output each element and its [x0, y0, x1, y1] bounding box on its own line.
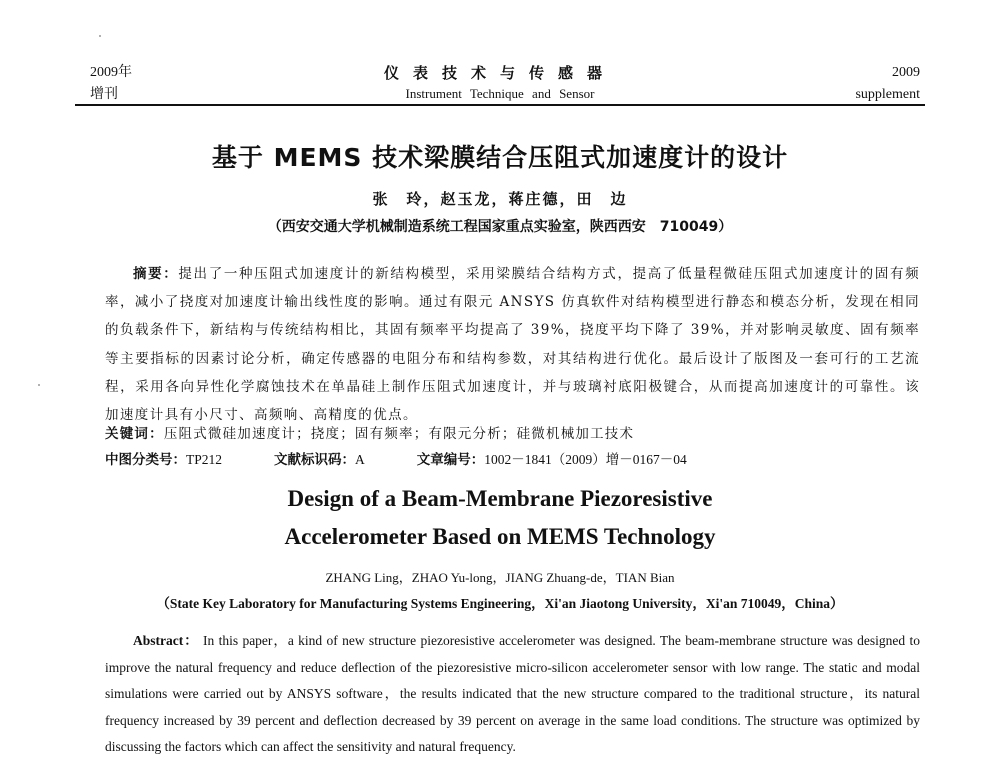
- header-right: [855, 62, 920, 106]
- authors-en: ZHANG Ling，ZHAO Yu-long，JIANG Zhuang-de，TIAN Bian: [325, 570, 675, 585]
- abstract-en-label: Abstract：: [133, 633, 199, 648]
- title-en-line-1: Design of a Beam-Membrane Piezoresistive: [287, 486, 713, 511]
- title-en-line-2: Accelerometer Based on MEMS Technology: [284, 524, 716, 549]
- paper-title-cn: 基于 MEMS 技术梁膜结合压阻式加速度计的设计: [211, 143, 789, 172]
- journal-name-cn: 仪表技术与传感器: [383, 64, 616, 82]
- journal-name-en: Instrument Technique and Sensor: [405, 86, 595, 101]
- header-year-right: 2009: [892, 65, 920, 80]
- abstract-en: [105, 628, 920, 761]
- affiliation-cn: （西安交通大学机械制造系统工程国家重点实验室，陕西西安 710049）: [267, 219, 733, 235]
- article-no-label: 文章编号：: [416, 452, 485, 468]
- article-number: [417, 448, 687, 468]
- scan-speck: [38, 384, 40, 386]
- header-journal: [0, 62, 1000, 104]
- scan-speck: [99, 35, 101, 37]
- classification-meta: [105, 448, 687, 468]
- paper-title-en: [0, 480, 1000, 556]
- keywords-cn: [105, 422, 634, 442]
- header-year: 2009年: [90, 65, 132, 80]
- abstract-cn: [105, 260, 920, 429]
- clc-label: 中图分类号：: [105, 452, 186, 468]
- keywords-cn-text: 压阻式微硅加速度计；挠度；固有频率；有限元分析；硅微机械加工技术: [163, 426, 635, 442]
- doc-code-label: 文献标识码：: [274, 452, 356, 468]
- doc-code-value: A: [355, 452, 365, 467]
- abstract-cn-text: 提出了一种压阻式加速度计的新结构模型，采用梁膜结合结构方式，提高了低量程微硅压阻式加速度计的固有频率，减小了挠度对加速度计输出线性度的影响。通过有限元 ANSYS 仿真软件对结构模型进行静态和模态分析，发现在相同的负载条件下，新结构与传统结构相比，其固有频率平均提高了 39%，挠度平均下降了 39%，并对影响灵敏度、固有频率等主要指标的因素讨论分析，确定传感器的电阻分布和结构参数，对其结构进行优化。最后设计了版图及一套可行的工艺流程，采用各向异性化学腐蚀技术在单晶硅上制作压阻式加速度计，并与玻璃衬底阳极键合，从而提高加速度计的可靠性。该加速度计具有小尺寸、高频响、高精度的优点。: [105, 266, 920, 424]
- authors-cn: 张 玲，赵玉龙，蒋庄德，田 边: [372, 192, 628, 208]
- article-no-value: 1002－1841（2009）增－0167－04: [484, 452, 687, 467]
- abstract-en-text: In this paper，a kind of new structure piezoresistive accelerometer was designed. The beam-membrane structure was designed to improve the natural frequency and reduce deflection of the piezoresistive micro-silicon accelerometer sensor with low range. The static and modal simulations were carried out by ANSYS software，the results indicated that the new structure compared to the traditional structure，its natural frequency increased by 39 percent and deflection decreased by 39 percent on average in the same load conditions. The structure was optimized by discussing the factors which can affect the sensitivity and natural frequency.: [105, 633, 920, 754]
- clc-number: [105, 448, 222, 468]
- header-issue-right: supplement: [855, 87, 920, 102]
- document-code: [274, 448, 365, 468]
- header-issue: 增刊: [90, 87, 118, 102]
- header-rule: [75, 104, 925, 106]
- affiliation-en: （State Key Laboratory for Manufacturing Systems Engineering，Xi'an Jiaotong University，Xi'an 710049，China）: [156, 596, 844, 611]
- clc-value: TP212: [186, 452, 223, 467]
- abstract-cn-label: 摘要：: [133, 266, 179, 282]
- keywords-cn-label: 关键词：: [105, 426, 164, 442]
